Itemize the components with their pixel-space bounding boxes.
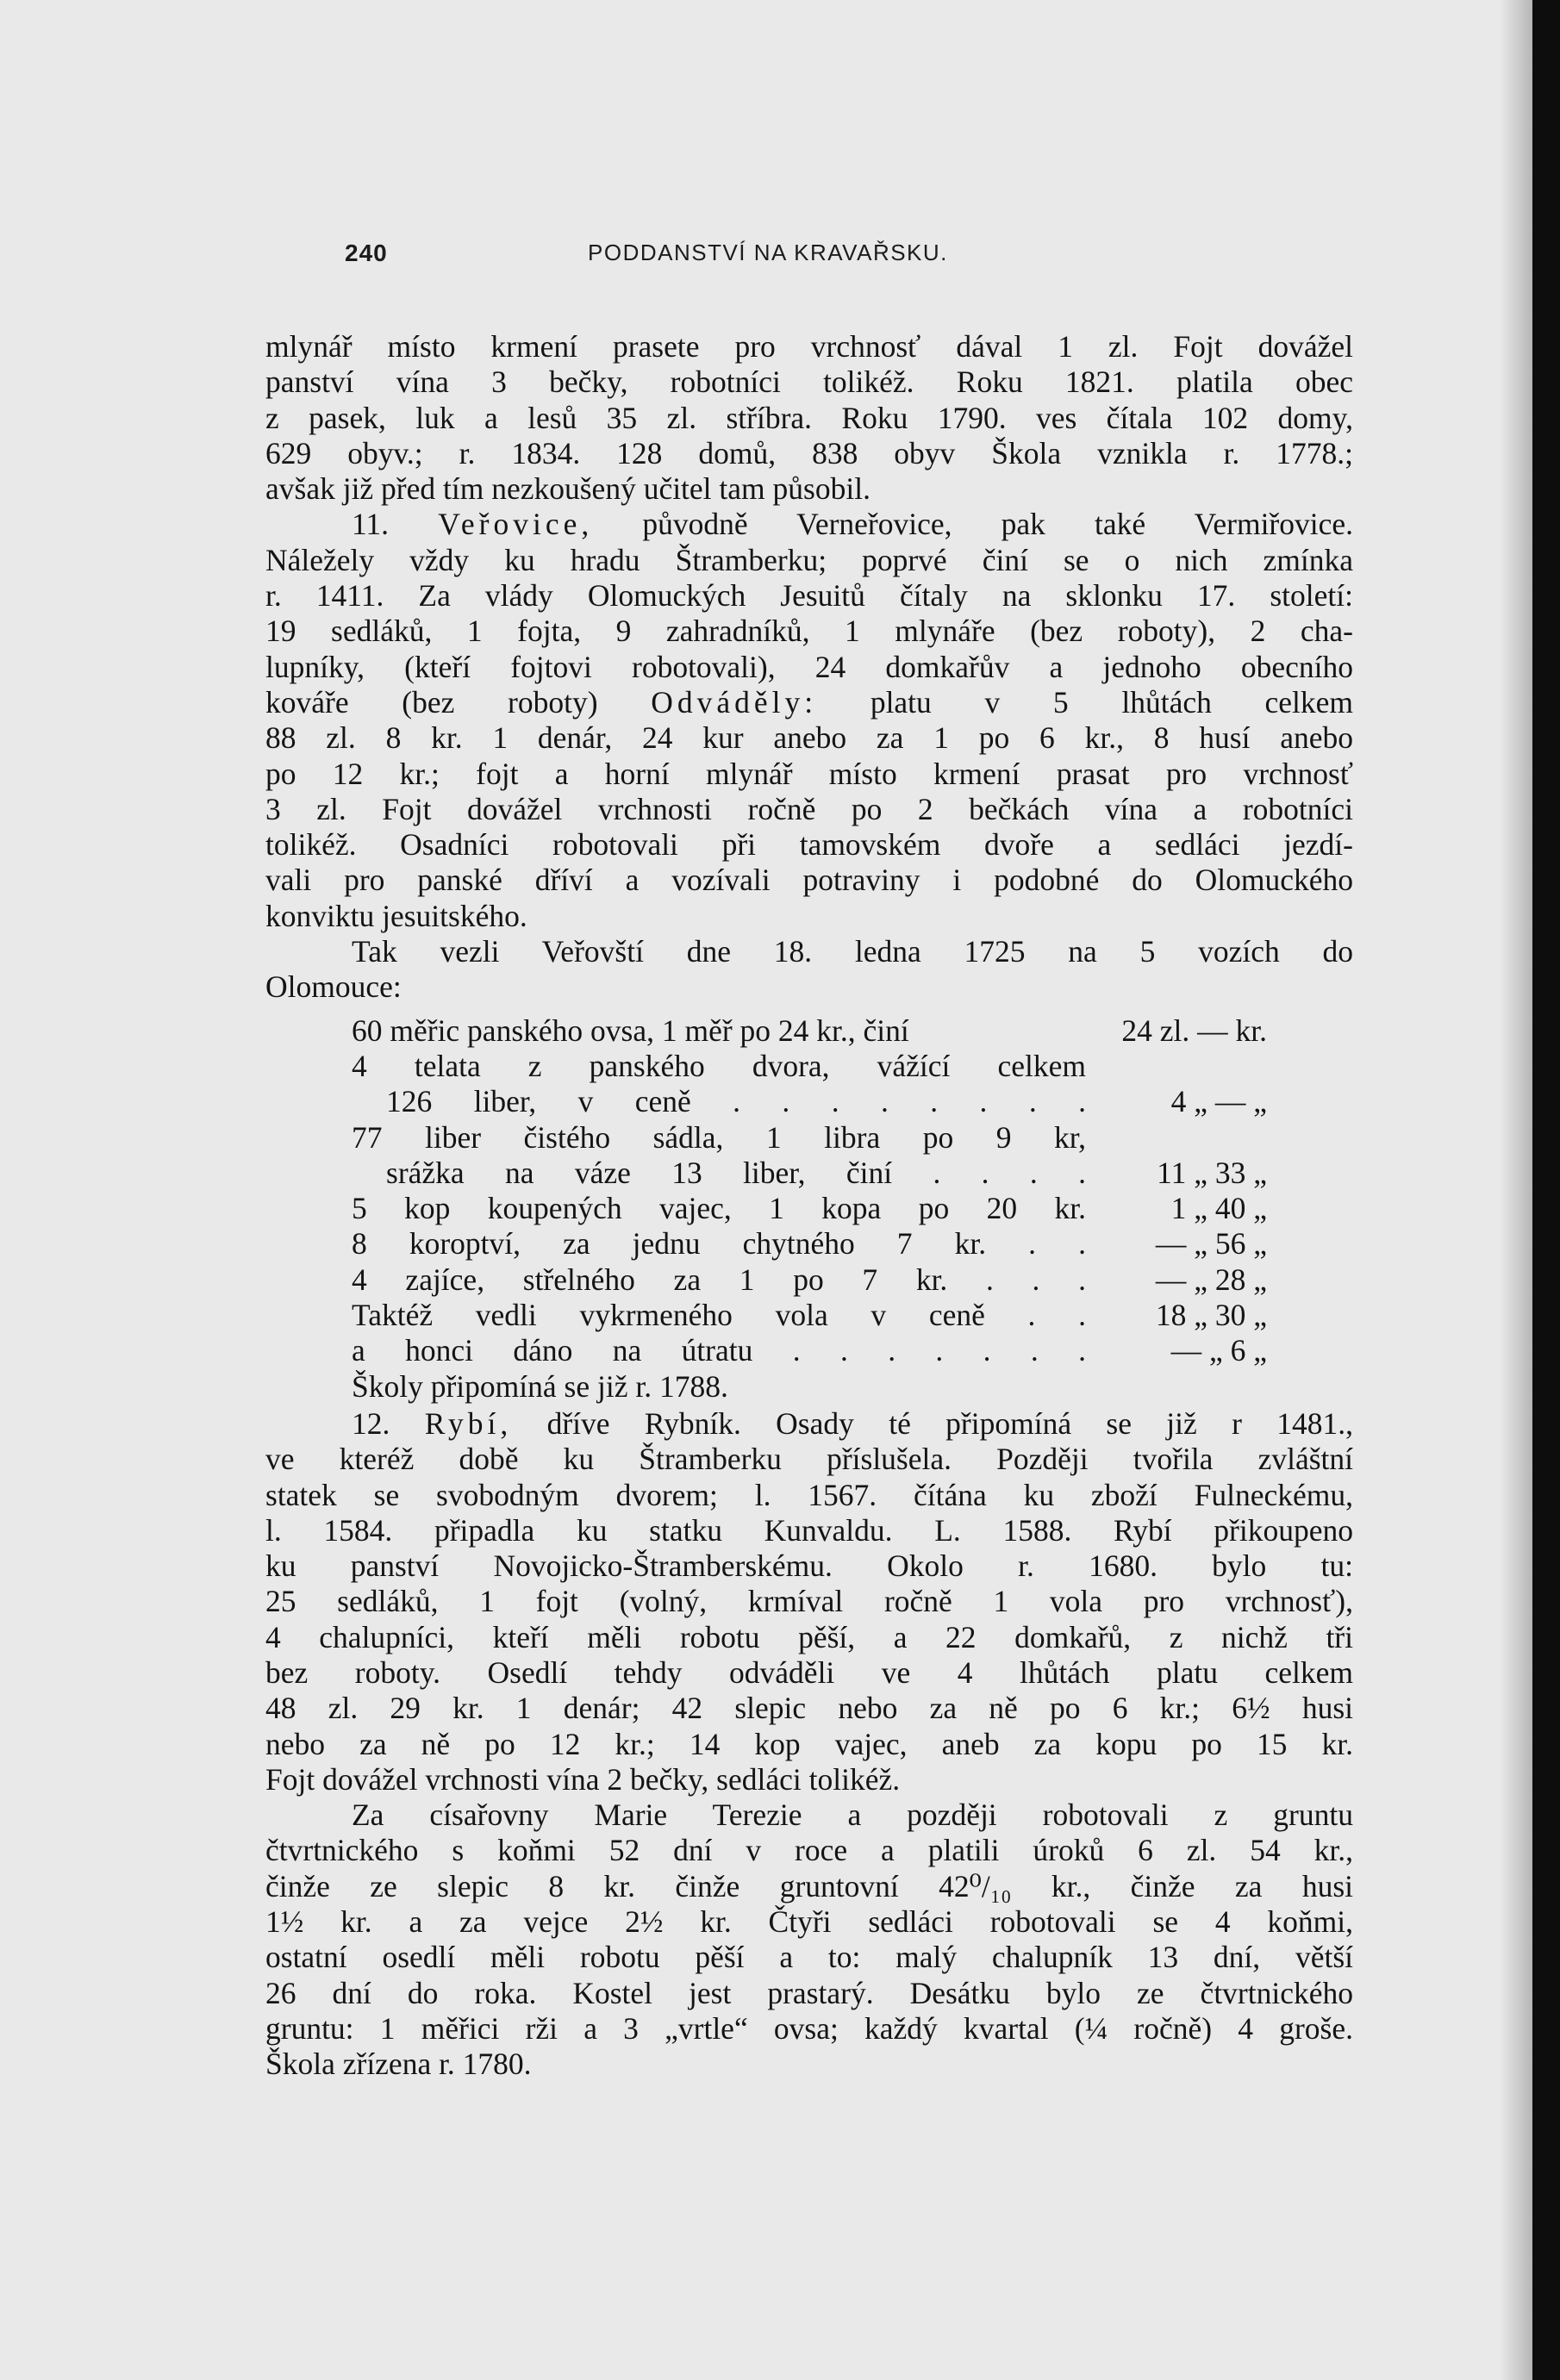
text-line: Olomouce: <box>265 969 402 1005</box>
text-line: po 12 kr.; fojt a horní mlynář místo krmení prasat pro vrchnosť <box>265 756 1353 791</box>
ledger-item: 77 liber čistého sádla, 1 libra po 9 kr, <box>352 1119 1086 1155</box>
text-line: 4 chalupníci, kteří měli robotu pěší, a 22 domkařů, z nichž tři <box>265 1619 1353 1654</box>
text-line: Fojt dovážel vrchnosti vína 2 bečky, sedláci tolikéž. <box>265 1761 901 1797</box>
text-line: 629 obyv.; r. 1834. 128 domů, 838 obyv Škola vznikla r. 1778.; <box>265 435 1353 470</box>
ledger-item: 126 liber, v ceně . . . . . . . . <box>386 1084 1086 1119</box>
ledger-item: 8 koroptví, za jednu chytného 7 kr. . . <box>352 1226 1086 1262</box>
ledger-amount: 18 „ 30 „ <box>1155 1298 1267 1333</box>
text-line: 3 zl. Fojt dovážel vrchnosti ročně po 2 bečkách vína a robotníci <box>265 791 1353 826</box>
ledger-item: 4 zajíce, střelného za 1 po 7 kr. . . . <box>352 1262 1086 1297</box>
ledger-amount: 24 zl. — kr. <box>1121 1012 1267 1048</box>
text-segment: platu v 5 lhůtách celkem <box>870 684 1354 720</box>
ledger-item: Školy připomíná se již r. 1788. <box>352 1368 728 1404</box>
ledger-row <box>352 1120 1267 1156</box>
text-line: čtvrtnického s koňmi 52 dní v roce a platili úroků 6 zl. 54 kr., <box>265 1833 1353 1868</box>
section-number: 11. <box>352 507 390 542</box>
text-segment: dříve Rybník. Osady té připomíná se již r 1481., <box>546 1405 1354 1441</box>
ledger-row <box>352 1013 1267 1049</box>
text-line: Škola zřízena r. 1780. <box>265 2047 532 2082</box>
text-line: vali pro panské dříví a vozívali potraviny i podobné do Olomuckého <box>265 863 1353 898</box>
text-line: ku panství Novojicko-Štramberskému. Okolo r. 1680. bylo tu: <box>265 1548 1353 1584</box>
text-line: l. 1584. připadla ku statku Kunvaldu. L. 1588. Rybí přikoupeno <box>265 1512 1353 1548</box>
text-line: konviktu jesuitského. <box>265 898 527 933</box>
text-line <box>265 685 1353 720</box>
text-line: gruntu: 1 měřici rži a 3 „vrtle“ ovsa; každý kvartal (¼ ročně) 4 groše. <box>265 2010 1353 2046</box>
ledger-row <box>352 1191 1267 1226</box>
text-line: z pasek, luk a lesů 35 zl. stříbra. Roku 1790. ves čítala 102 domy, <box>265 400 1353 435</box>
text-line: Za císařovny Marie Terezie a později robotovali z gruntu <box>352 1797 1353 1833</box>
section-heading-line <box>265 507 1353 542</box>
ledger-row <box>352 1156 1267 1191</box>
delivery-ledger <box>352 1013 1267 1405</box>
text-line: mlynář místo krmení prasete pro vrchnosť dával 1 zl. Fojt dovážel <box>265 329 1353 364</box>
text-line: r. 1411. Za vlády Olomuckých Jesuitů čítaly na sklonku 17. století: <box>265 578 1353 614</box>
ledger-row <box>352 1298 1267 1333</box>
spaced-word-odvadely: Odváděly: <box>651 684 818 720</box>
ledger-amount: 11 „ 33 „ <box>1157 1155 1267 1190</box>
text-line: tolikéž. Osadníci robotovali při tamovském dvoře a sedláci jezdí- <box>265 827 1353 863</box>
village-name-rybi: Rybí, <box>424 1405 513 1441</box>
ledger-item: srážka na váze 13 liber, činí . . . . <box>386 1155 1086 1190</box>
text-line: 1½ kr. a za vejce 2½ kr. Čtyři sedláci robotovali se 4 koňmi, <box>265 1904 1353 1940</box>
page-number: 240 <box>345 240 388 266</box>
text-line: Náležely vždy ku hradu Štramberku; poprvé činí se o nich zmínka <box>265 542 1353 577</box>
ledger-item: Taktéž vedli vykrmeného vola v ceně . . <box>352 1298 1086 1333</box>
text-line: ve kteréž době ku Štramberku příslušela. Později tvořila zvláštní <box>265 1442 1353 1477</box>
text-line: 19 sedláků, 1 fojta, 9 zahradníků, 1 mlynáře (bez roboty), 2 cha- <box>265 614 1353 649</box>
text-segment: kováře (bez roboty) <box>265 684 598 720</box>
text-line: lupníky, (kteří fojtovi robotovali), 24 domkařův a jednoho obecního <box>265 649 1353 684</box>
text-line: bez roboty. Osedlí tehdy odváděli ve 4 lhůtách platu celkem <box>265 1654 1353 1690</box>
text-line: panství vína 3 bečky, robotníci tolikéž. Roku 1821. platila obec <box>265 364 1353 400</box>
text-line: statek se svobodným dvorem; l. 1567. čítána ku zboží Fulneckému, <box>265 1477 1353 1512</box>
ledger-amount: 1 „ 40 „ <box>1170 1191 1267 1226</box>
body-text <box>265 329 1353 2083</box>
ledger-item: 60 měřic panského ovsa, 1 měř po 24 kr., činí <box>352 1012 909 1048</box>
ledger-amount: 4 „ — „ <box>1170 1084 1267 1119</box>
ledger-amount: — „ 56 „ <box>1155 1226 1267 1262</box>
text-line: Tak vezli Veřovští dne 18. ledna 1725 na 5 vozích do <box>352 934 1353 969</box>
text-line: ostatní osedlí měli robotu pěší a to: malý chalupník 13 dní, větší <box>265 1940 1353 1975</box>
section-heading-line <box>265 1406 1353 1442</box>
section-number: 12. <box>352 1405 390 1441</box>
text-line: avšak již před tím nezkoušený učitel tam působil. <box>265 471 870 507</box>
ledger-item: 4 telata z panského dvora, vážící celkem <box>352 1048 1086 1083</box>
ledger-row <box>352 1262 1267 1298</box>
ledger-item: a honci dáno na útratu . . . . . . . <box>352 1333 1086 1368</box>
ledger-row <box>352 1369 1267 1405</box>
ledger-row <box>352 1049 1267 1084</box>
text-line: 88 zl. 8 kr. 1 denár, 24 kur anebo za 1 po 6 kr., 8 husí anebo <box>265 720 1353 756</box>
village-name-verovice: Veřovice, <box>438 507 594 542</box>
text-segment: původně Verneřovice, pak také Vermiřovice. <box>642 507 1353 542</box>
ledger-row <box>352 1226 1267 1262</box>
text-line: 26 dní do roka. Kostel jest prastarý. Desátku bylo ze čtvrtnického <box>265 1975 1353 2010</box>
text-line: činže ze slepic 8 kr. činže gruntovní 42⁰/₁₀ kr., činže za husi <box>265 1868 1353 1903</box>
ledger-item: 5 kop koupených vajec, 1 kopa po 20 kr. <box>352 1191 1086 1226</box>
running-head: PODDANSTVÍ NA KRAVAŘSKU. <box>588 240 948 265</box>
page-shadow <box>1500 0 1532 2380</box>
text-line: 48 zl. 29 kr. 1 denár; 42 slepic nebo za ně po 6 kr.; 6½ husi <box>265 1691 1353 1726</box>
ledger-row <box>352 1333 1267 1368</box>
ledger-amount: — „ 28 „ <box>1155 1262 1267 1297</box>
scan-border <box>1532 0 1560 2380</box>
page-header <box>345 240 1276 274</box>
text-line: 25 sedláků, 1 fojt (volný, krmíval ročně 1 vola pro vrchnosť), <box>265 1584 1353 1619</box>
ledger-amount: — „ 6 „ <box>1170 1333 1267 1368</box>
text-line: nebo za ně po 12 kr.; 14 kop vajec, aneb za kopu po 15 kr. <box>265 1726 1353 1761</box>
ledger-row <box>352 1084 1267 1119</box>
